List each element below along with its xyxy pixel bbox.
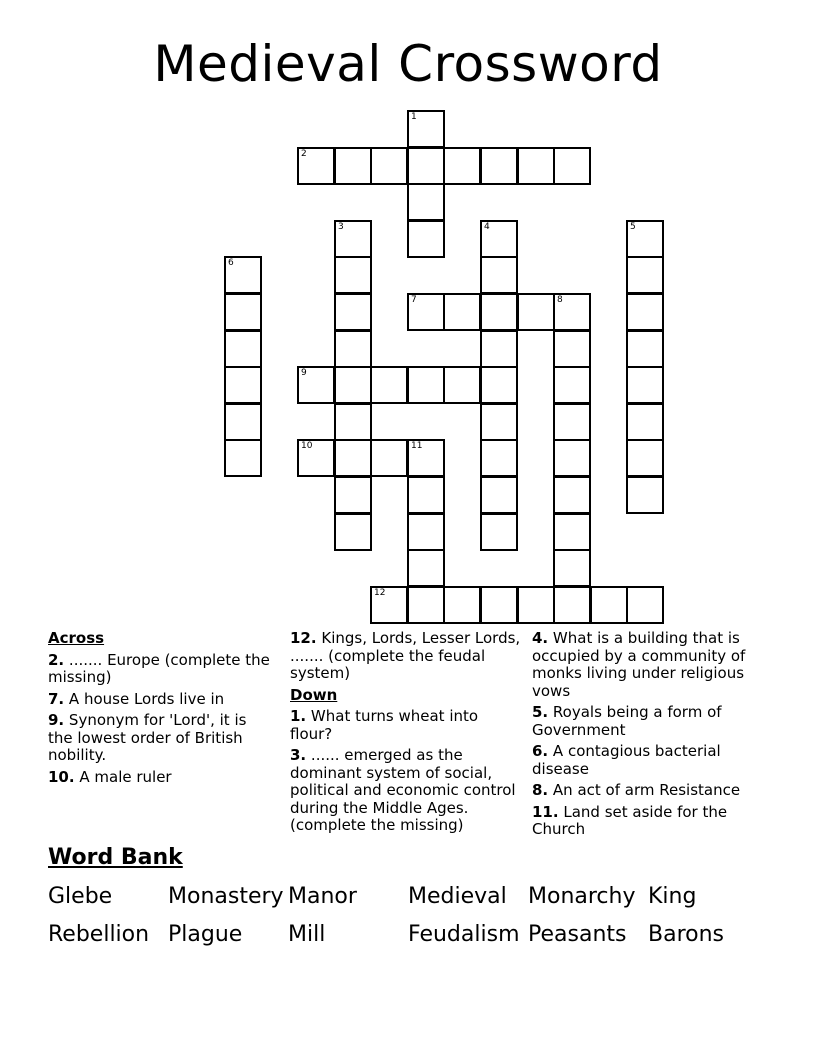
- grid-cell[interactable]: [407, 293, 445, 331]
- clue-across-2: [48, 652, 270, 687]
- cell-number: 9: [301, 368, 307, 378]
- clue-across-7: [48, 691, 270, 709]
- grid-cell[interactable]: [626, 476, 664, 514]
- word-bank-word: Mill: [288, 922, 326, 947]
- cell-number: 7: [411, 295, 417, 305]
- clue-down-3: [290, 747, 522, 835]
- clue-number: 5.: [532, 703, 549, 721]
- grid-cell[interactable]: [224, 330, 262, 368]
- clues-column-3: [532, 630, 762, 843]
- clues-column-1: [48, 630, 270, 790]
- grid-cell[interactable]: [480, 293, 518, 331]
- cell-number: 2: [301, 149, 307, 159]
- grid-cell[interactable]: [480, 439, 518, 477]
- grid-cell[interactable]: [370, 147, 408, 185]
- clue-number: 1.: [290, 707, 307, 725]
- word-bank-word: Monastery: [168, 884, 284, 909]
- grid-cell[interactable]: [370, 439, 408, 477]
- grid-cell[interactable]: [553, 147, 591, 185]
- grid-cell[interactable]: [626, 586, 664, 624]
- clue-text: Land set aside for the Church: [532, 802, 728, 838]
- cell-number: 11: [411, 441, 423, 451]
- word-bank-word: Glebe: [48, 884, 113, 909]
- grid-cell[interactable]: [626, 220, 664, 258]
- grid-cell[interactable]: [553, 366, 591, 404]
- grid-cell[interactable]: [443, 366, 481, 404]
- grid-cell[interactable]: [407, 366, 445, 404]
- clue-down-6: [532, 743, 762, 778]
- clue-number: 10.: [48, 767, 75, 786]
- grid-cell[interactable]: [480, 366, 518, 404]
- grid-cell[interactable]: [553, 476, 591, 514]
- grid-cell[interactable]: [334, 330, 372, 368]
- clue-across-10: [48, 769, 270, 787]
- clue-text: Synonym for 'Lord', it is the lowest order of British nobility.: [48, 711, 247, 764]
- grid-cell[interactable]: [626, 293, 664, 331]
- cell-number: 5: [630, 222, 636, 232]
- clue-text: What turns wheat into flour?: [290, 707, 479, 743]
- grid-cell[interactable]: [370, 586, 408, 624]
- clue-text: What is a building that is occupied by a community of monks living under religious vows: [532, 629, 746, 700]
- across-heading: Across: [48, 629, 105, 647]
- clue-number: 3.: [290, 746, 307, 764]
- grid-cell[interactable]: [407, 513, 445, 551]
- grid-cell[interactable]: [334, 366, 372, 404]
- grid-cell[interactable]: [480, 147, 518, 185]
- grid-cell[interactable]: [517, 147, 555, 185]
- grid-cell[interactable]: [443, 293, 481, 331]
- grid-cell[interactable]: [626, 439, 664, 477]
- cell-number: 10: [301, 441, 313, 451]
- grid-cell[interactable]: [480, 256, 518, 294]
- grid-cell[interactable]: [334, 476, 372, 514]
- grid-cell[interactable]: [407, 110, 445, 148]
- grid-cell[interactable]: [517, 586, 555, 624]
- grid-cell[interactable]: [480, 586, 518, 624]
- grid-cell[interactable]: [407, 476, 445, 514]
- clue-down-8: [532, 782, 762, 800]
- word-bank-word: King: [648, 884, 697, 909]
- grid-cell[interactable]: [553, 586, 591, 624]
- clue-number: 9.: [48, 711, 65, 729]
- grid-cell[interactable]: [480, 476, 518, 514]
- grid-cell[interactable]: [224, 293, 262, 331]
- grid-cell[interactable]: [407, 147, 445, 185]
- clue-text: A contagious bacterial disease: [532, 742, 721, 778]
- grid-cell[interactable]: [553, 439, 591, 477]
- word-bank-word: Plague: [168, 922, 243, 947]
- down-heading: Down: [290, 685, 338, 704]
- grid-cell[interactable]: [370, 366, 408, 404]
- clue-down-11: [532, 804, 762, 839]
- grid-cell[interactable]: [553, 293, 591, 331]
- clue-text: Royals being a form of Government: [532, 703, 722, 739]
- grid-cell[interactable]: [480, 513, 518, 551]
- clue-number: 4.: [532, 629, 549, 647]
- cell-number: 1: [411, 112, 417, 122]
- grid-cell[interactable]: [553, 403, 591, 441]
- grid-cell[interactable]: [626, 330, 664, 368]
- clue-down-5: [532, 704, 762, 739]
- clue-across-12: [290, 630, 522, 683]
- grid-cell[interactable]: [224, 366, 262, 404]
- word-bank-word: Peasants: [528, 922, 627, 947]
- grid-cell[interactable]: [407, 439, 445, 477]
- grid-cell[interactable]: [626, 366, 664, 404]
- clue-text: A male ruler: [79, 767, 172, 786]
- clue-text: ...... emerged as the dominant system of social, political and economic control during the Middle Ages. (complete the missing): [290, 746, 516, 834]
- grid-cell[interactable]: [297, 439, 335, 477]
- cell-number: 3: [338, 222, 344, 232]
- word-bank-word: Rebellion: [48, 922, 150, 947]
- grid-cell[interactable]: [553, 330, 591, 368]
- word-bank-word: Barons: [648, 922, 725, 947]
- clue-text: Kings, Lords, Lesser Lords, ....... (complete the feudal system): [290, 629, 521, 682]
- grid-cell[interactable]: [590, 586, 628, 624]
- grid-cell[interactable]: [334, 513, 372, 551]
- clue-text: An act of arm Resistance: [552, 781, 741, 799]
- clue-text: ....... Europe (complete the missing): [48, 650, 270, 686]
- grid-cell[interactable]: [480, 220, 518, 258]
- grid-cell[interactable]: [553, 549, 591, 587]
- grid-cell[interactable]: [480, 403, 518, 441]
- cell-number: 8: [557, 295, 563, 305]
- cell-number: 6: [228, 258, 234, 268]
- grid-cell[interactable]: [407, 220, 445, 258]
- clue-down-1: [290, 708, 522, 743]
- clue-text: A house Lords live in: [68, 689, 225, 708]
- word-bank-word: Manor: [288, 884, 357, 909]
- grid-cell[interactable]: [334, 147, 372, 185]
- clue-number: 8.: [532, 781, 549, 799]
- clue-number: 7.: [48, 689, 65, 708]
- word-bank-title: Word Bank: [48, 845, 183, 870]
- grid-cell[interactable]: [553, 513, 591, 551]
- grid-cell[interactable]: [334, 403, 372, 441]
- clue-number: 6.: [532, 742, 549, 760]
- page-title: Medieval Crossword: [153, 35, 663, 93]
- grid-cell[interactable]: [407, 183, 445, 221]
- word-bank-word: Feudalism: [408, 922, 520, 947]
- grid-cell[interactable]: [224, 403, 262, 441]
- grid-cell[interactable]: [334, 293, 372, 331]
- grid-cell[interactable]: [626, 256, 664, 294]
- clue-across-9: [48, 712, 270, 765]
- grid-cell[interactable]: [224, 256, 262, 294]
- clue-number: 2.: [48, 650, 65, 669]
- grid-cell[interactable]: [407, 549, 445, 587]
- word-bank-word: Medieval: [408, 884, 507, 909]
- grid-cell[interactable]: [334, 256, 372, 294]
- grid-cell[interactable]: [443, 586, 481, 624]
- grid-cell[interactable]: [334, 439, 372, 477]
- word-bank-word: Monarchy: [528, 884, 636, 909]
- grid-cell[interactable]: [517, 293, 555, 331]
- grid-cell[interactable]: [224, 439, 262, 477]
- grid-cell[interactable]: [407, 586, 445, 624]
- clues-column-2: [290, 630, 522, 839]
- clue-down-4: [532, 630, 762, 700]
- grid-cell[interactable]: [297, 147, 335, 185]
- grid-cell[interactable]: [334, 220, 372, 258]
- cell-number: 4: [484, 222, 490, 232]
- clue-number: 11.: [532, 802, 559, 821]
- grid-cell[interactable]: [443, 147, 481, 185]
- clue-number: 12.: [290, 629, 317, 647]
- grid-cell[interactable]: [297, 366, 335, 404]
- cell-number: 12: [374, 588, 386, 598]
- grid-cell[interactable]: [480, 330, 518, 368]
- grid-cell[interactable]: [626, 403, 664, 441]
